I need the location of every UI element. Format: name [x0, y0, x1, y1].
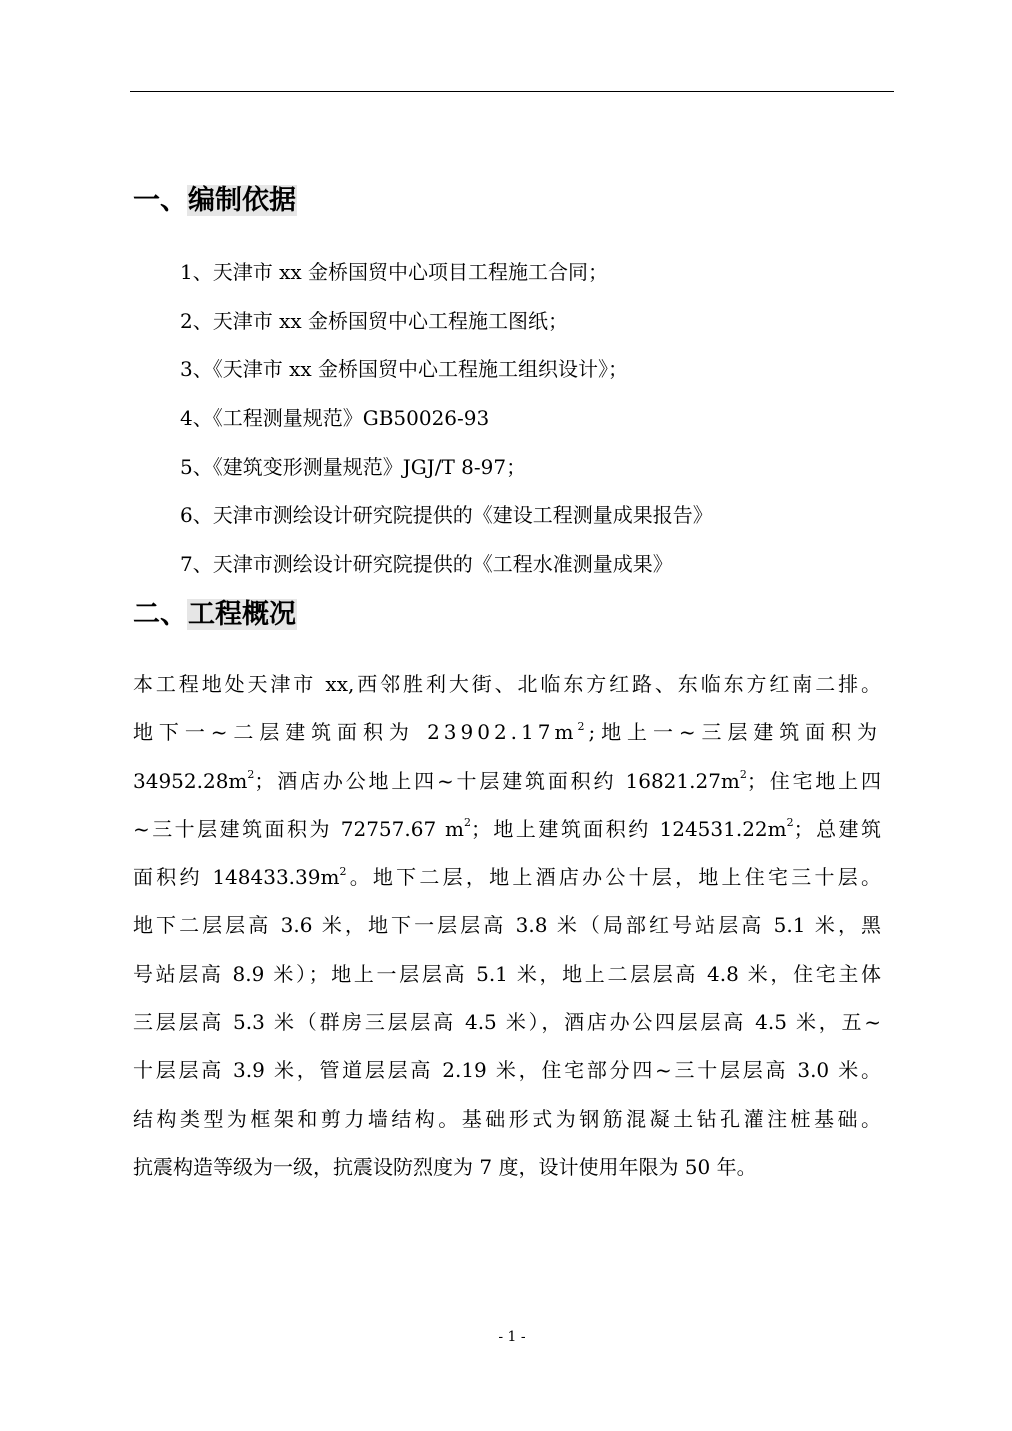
paragraph-line: $34952.28m^2$；酒店办公地上四~十层建筑面积约 $16821.27m^2$；住宅地上四 — [133, 767, 881, 793]
list-item: 3、《天津市 xx 金桥国贸中心工程施工组织设计》； — [180, 357, 628, 382]
section-number: 一、 — [133, 185, 187, 216]
list-item: 2、天津市 xx 金桥国贸中心工程施工图纸； — [180, 308, 568, 333]
section-heading-project-overview — [133, 592, 297, 631]
paragraph-line: 地下一~二层建筑面积为 $23902.17m^2$;地上一~三层建筑面积为 — [133, 719, 882, 745]
paragraph-line: ~三十层建筑面积为 72757.67 $m^2$；地上建筑面积约 $124531.22m^2$；总建筑 — [133, 816, 881, 841]
paragraph-line: 地下二层层高 3.6 米，地下一层层高 3.8 米（局部红号站层高 5.1 米，黑 — [133, 913, 881, 938]
header-rule — [130, 91, 894, 92]
paragraph-line: 面积约 $148433.39m^2$。地下二层，地上酒店办公十层，地上住宅三十层。 — [133, 864, 882, 890]
list-item: 5、《建筑变形测量规范》JGJ/T 8-97； — [180, 454, 527, 479]
paragraph-line: 抗震构造等级为一级，抗震设防烈度为 7 度，设计使用年限为 50 年。 — [133, 1154, 757, 1179]
list-item: 4、《工程测量规范》GB50026-93 — [180, 406, 490, 431]
paragraph-line: 三层层高 5.3 米（群房三层层高 4.5 米），酒店办公四层层高 4.5 米，五~ — [133, 1010, 881, 1035]
overview-paragraph — [133, 660, 881, 1191]
paragraph-line: 十层层高 3.9 米，管道层层高 2.19 米，住宅部分四~三十层层高 3.0 米。 — [133, 1058, 881, 1083]
section-heading-compilation-basis — [133, 178, 297, 217]
list-item: 6、天津市测绘设计研究院提供的《建设工程测量成果报告》 — [180, 503, 713, 528]
section-title: 编制依据 — [188, 185, 296, 216]
section-number: 二、 — [133, 599, 187, 630]
paragraph-line: 号站层高 8.9 米）；地上一层层高 5.1 米，地上二层层高 4.8 米，住宅主体 — [133, 961, 881, 986]
page-number: - 1 - — [498, 1329, 526, 1345]
basis-list — [180, 252, 713, 593]
paragraph-line: 结构类型为框架和剪力墙结构。基础形式为钢筋混凝土钻孔灌注桩基础。 — [133, 1106, 881, 1131]
list-item: 1、天津市 xx 金桥国贸中心项目工程施工合同； — [180, 260, 608, 284]
paragraph-line: 本工程地处天津市 xx,西邻胜利大街、北临东方红路、东临东方红南二排。 — [133, 672, 881, 696]
section-title: 工程概况 — [188, 599, 296, 630]
list-item: 7、天津市测绘设计研究院提供的《工程水准测量成果》 — [180, 552, 673, 577]
